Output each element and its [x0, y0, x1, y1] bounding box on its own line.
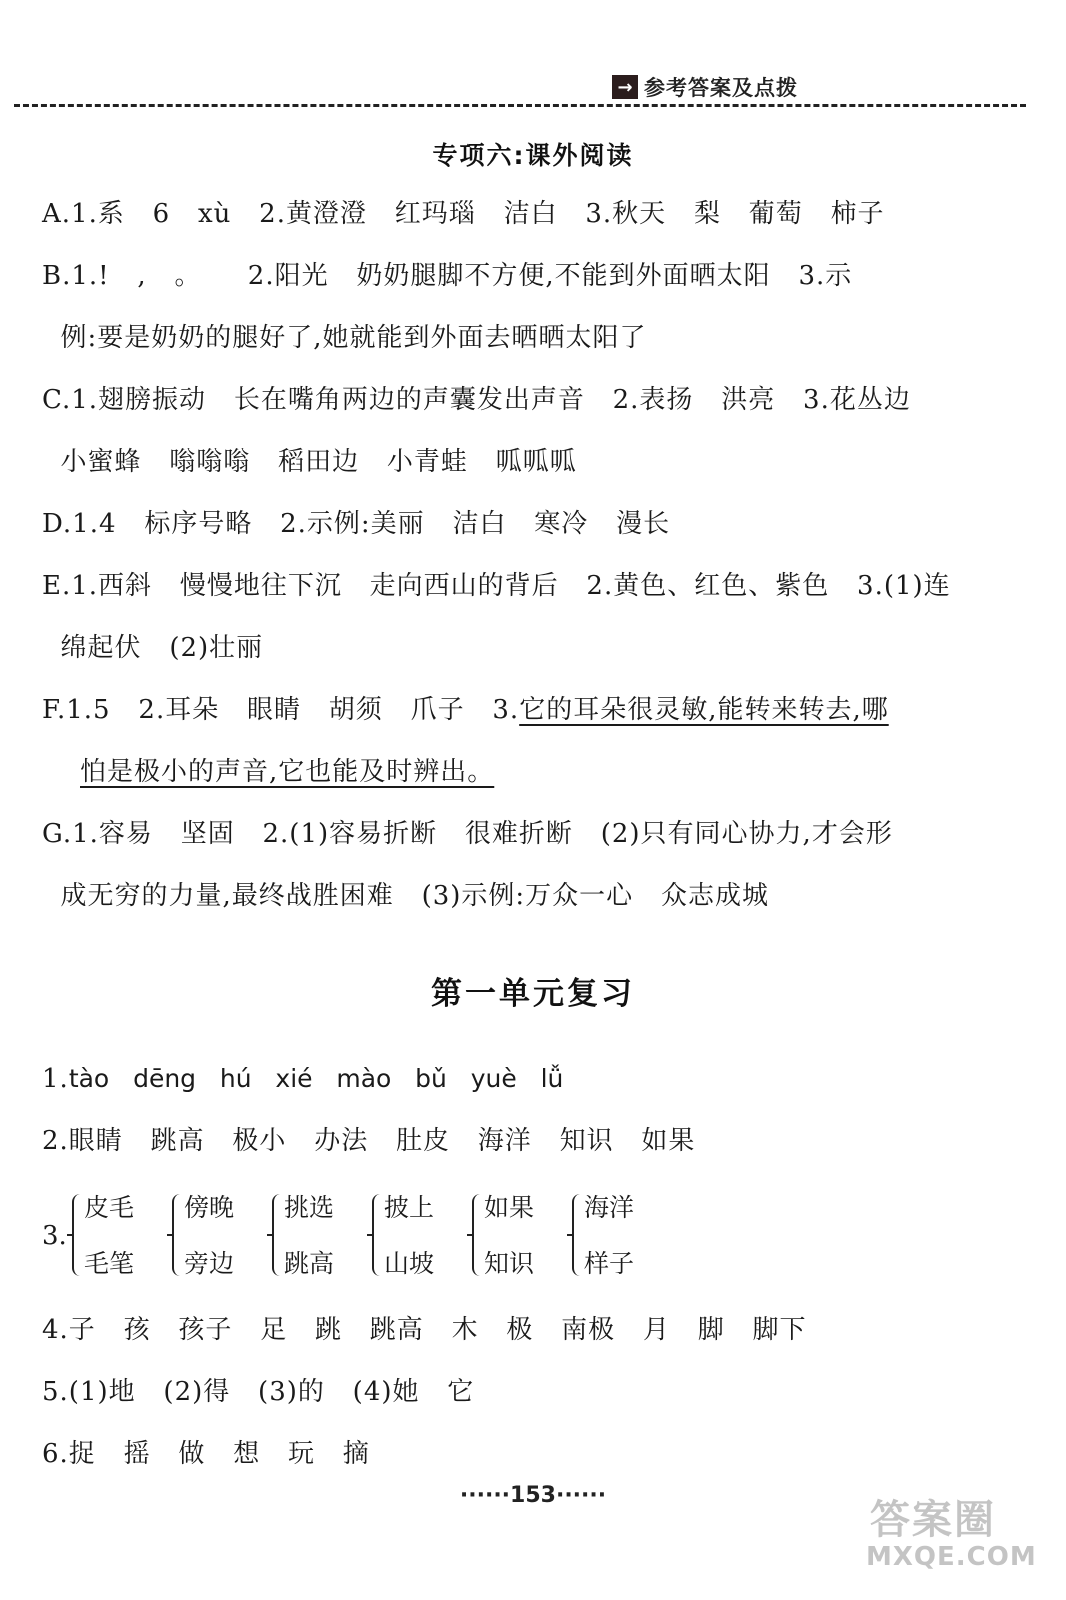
left-brace-icon — [472, 1194, 484, 1276]
answer-line-d: D.1.4 标序号略 2.示例:美丽 洁白 寒冷 漫长 — [42, 509, 671, 539]
answer-line-e-cont: 绵起伏 (2)壮丽 — [42, 633, 264, 663]
answer-line-b-cont: 例:要是奶奶的腿好了,她就能到外面去晒晒太阳了 — [42, 323, 647, 353]
review-q4: 4.子 孩 孩子 足 跳 跳高 木 极 南极 月 脚 脚下 — [42, 1315, 807, 1345]
answer-line-c-cont: 小蜜蜂 嗡嗡嗡 稻田边 小青蛙 呱呱呱 — [42, 447, 577, 477]
pair-bottom-word: 旁边 — [184, 1249, 235, 1278]
left-brace-icon — [572, 1194, 584, 1276]
watermark-text: 答案圈 — [870, 1497, 996, 1543]
page-number: ······153······ — [459, 1483, 607, 1508]
review-q5: 5.(1)地 (2)得 (3)的 (4)她 它 — [42, 1377, 475, 1407]
pair-top-word: 挑选 — [284, 1193, 335, 1222]
pair-top-word: 皮毛 — [84, 1193, 135, 1222]
pair-top-word: 傍晚 — [184, 1193, 235, 1222]
watermark-url: MXQE.COM — [866, 1542, 1037, 1572]
section-2-title: 第一单元复习 — [431, 976, 635, 1012]
pair-bottom-word: 跳高 — [284, 1249, 335, 1278]
review-q1 — [42, 1062, 563, 1096]
answer-line-e: E.1.西斜 慢慢地往下沉 走向西山的背后 2.黄色、红色、紫色 3.(1)连 — [42, 571, 951, 601]
section-1-title: 专项六:课外阅读 — [432, 141, 634, 170]
answer-line-a: A.1.系 6 xù 2.黄澄澄 红玛瑙 洁白 3.秋天 梨 葡萄 柿子 — [42, 199, 885, 229]
pair-top-word: 海洋 — [584, 1193, 635, 1222]
answer-line-c: C.1.翅膀振动 长在嘴角两边的声囊发出声音 2.表扬 洪亮 3.花丛边 — [42, 385, 911, 415]
left-brace-icon — [372, 1194, 384, 1276]
answer-line-g-cont: 成无穷的力量,最终战胜困难 (3)示例:万众一心 众志成城 — [42, 881, 769, 911]
review-q1-number: 1. — [42, 1064, 69, 1094]
answer-line-f-prefix: F.1.5 2.耳朵 眼睛 胡须 爪子 3. — [42, 695, 520, 725]
pair-bottom-word: 山坡 — [384, 1249, 435, 1278]
review-q3-number: 3. — [42, 1221, 67, 1251]
header-label-text: 参考答案及点拨 — [644, 76, 798, 100]
answer-line-f-underlined: 它的耳朵很灵敏,能转来转去,哪 — [519, 695, 889, 725]
review-q1-pinyin: tào dēng hú xié mào bǔ yuè lǚ — [68, 1064, 564, 1093]
answer-line-g: G.1.容易 坚固 2.(1)容易折断 很难折断 (2)只有同心协力,才会形 — [42, 819, 893, 849]
left-brace-icon — [72, 1194, 84, 1276]
pair-bottom-word: 毛笔 — [84, 1249, 135, 1278]
arrow-right-icon: → — [612, 75, 638, 99]
header-dashed-rule — [14, 104, 1026, 107]
answer-line-b: B.1.! , 。 2.阳光 奶奶腿脚不方便,不能到外面晒太阳 3.示 — [42, 261, 853, 291]
pair-bottom-word: 知识 — [484, 1249, 535, 1278]
pair-bottom-word: 样子 — [584, 1249, 635, 1278]
answer-line-f-cont — [80, 755, 494, 789]
review-q2: 2.眼睛 跳高 极小 办法 肚皮 海洋 知识 如果 — [42, 1126, 696, 1156]
answer-line-f-cont-underlined: 怕是极小的声音,它也能及时辨出。 — [80, 757, 495, 787]
left-brace-icon — [272, 1194, 284, 1276]
pair-top-word: 如果 — [484, 1193, 535, 1222]
watermark-logo — [860, 1488, 1050, 1580]
pair-top-word: 披上 — [384, 1193, 435, 1222]
left-brace-icon — [172, 1194, 184, 1276]
header-section-label — [612, 74, 798, 100]
review-q6: 6.捉 摇 做 想 玩 摘 — [42, 1439, 370, 1469]
answer-line-f — [42, 693, 889, 727]
